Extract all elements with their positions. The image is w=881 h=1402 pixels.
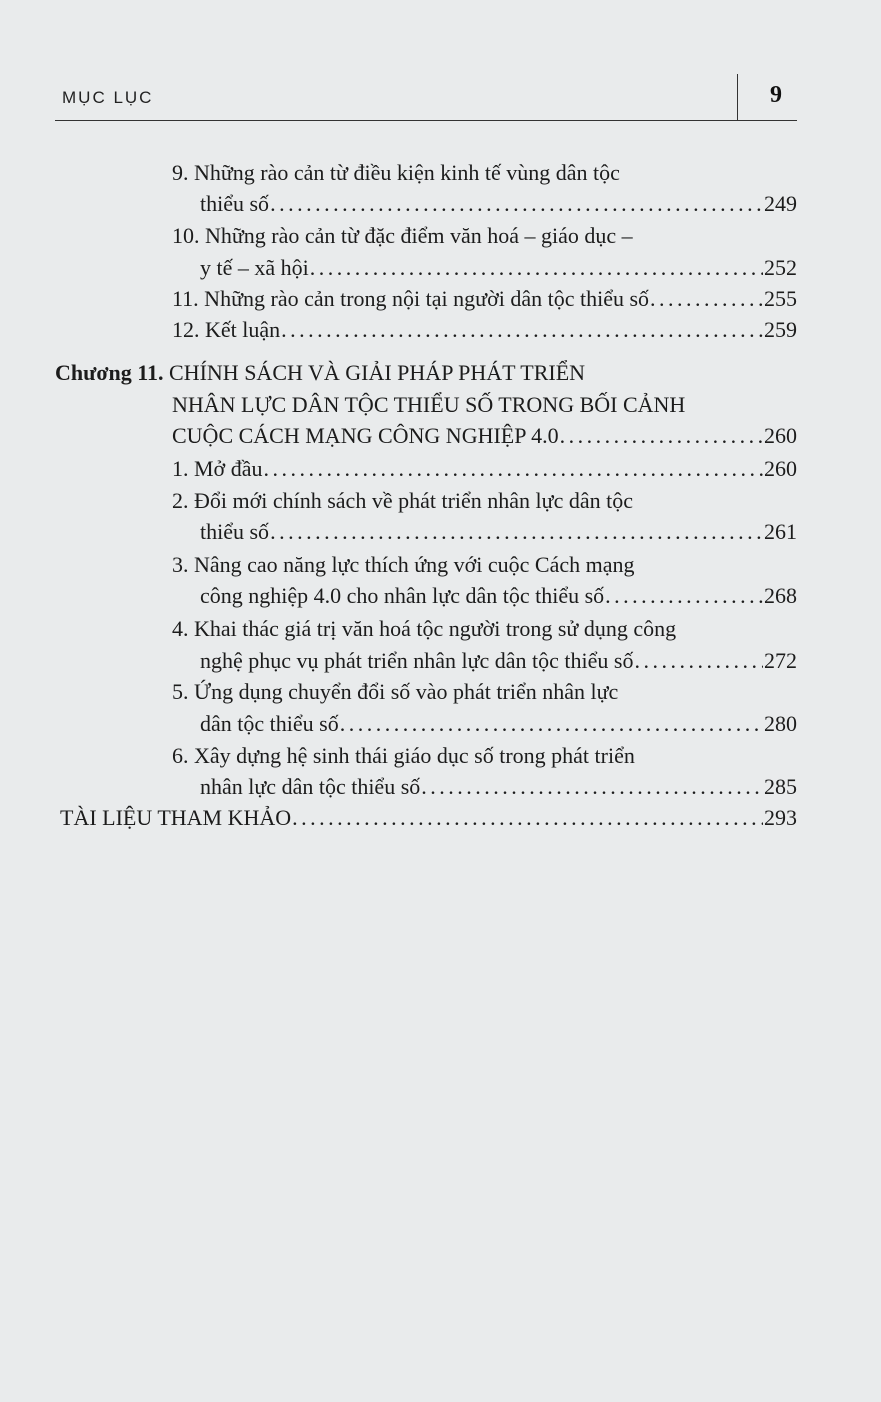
toc-page-number: 272 [764,648,797,673]
toc-page-number: 255 [764,286,797,311]
toc-page-number: 260 [764,456,797,481]
toc-page-number: 261 [764,519,797,544]
toc-entry-c5-line1: 5. Ứng dụng chuyển đổi số vào phát triển nhân lực [172,679,619,704]
toc-entry-c1: 1. Mở đầu . . . 260 [172,454,797,484]
chapter-label: Chương 11. [55,360,164,385]
dot-leader [292,803,763,833]
toc-entry-c5: dân tộc thiểu số . . . 280 [200,709,797,739]
toc-entry-10: y tế – xã hội . . . 252 [200,253,797,283]
toc-entry-references: TÀI LIỆU THAM KHẢO . . . 293 [60,803,797,833]
toc-entry-c3-line1: 3. Nâng cao năng lực thích ứng với cuộc Cách mạng [172,552,635,577]
toc-entry-c6: nhân lực dân tộc thiểu số . . . 285 [200,772,797,802]
dot-leader [310,253,763,283]
toc-page-number: 249 [764,191,797,216]
toc-entry-10-line1: 10. Những rào cản từ đặc điểm văn hoá – giáo dục – [172,223,633,248]
header-horizontal-rule [55,120,797,121]
dot-leader [270,189,763,219]
dot-leader [560,421,763,451]
chapter-11-line2: NHÂN LỰC DÂN TỘC THIỂU SỐ TRONG BỐI CẢNH [172,392,686,417]
dot-leader [270,517,763,547]
dot-leader [634,646,763,676]
toc-page-number: 259 [764,317,797,342]
dot-leader [281,315,763,345]
toc-page-number: 293 [764,805,797,830]
toc-page-number: 252 [764,255,797,280]
toc-entry-c6-line1: 6. Xây dựng hệ sinh thái giáo dục số trong phát triển [172,743,635,768]
toc-entry-c2-line1: 2. Đổi mới chính sách về phát triển nhân lực dân tộc [172,488,633,513]
chapter-11-entry: CUỘC CÁCH MẠNG CÔNG NGHIỆP 4.0 . . . 260 [172,421,797,451]
page-number: 9 [770,82,782,108]
dot-leader [605,581,763,611]
toc-entry-12: 12. Kết luận . . . 259 [172,315,797,345]
toc-entry-c3: công nghiệp 4.0 cho nhân lực dân tộc thiểu số . . . 268 [200,581,797,611]
toc-page-number: 268 [764,583,797,608]
toc-entry-c4-line1: 4. Khai thác giá trị văn hoá tộc người trong sử dụng công [172,616,677,641]
toc-entry-c4: nghệ phục vụ phát triển nhân lực dân tộc thiểu số . . . 272 [200,646,797,676]
dot-leader [263,454,763,484]
toc-entry-9-line1: 9. Những rào cản từ điều kiện kinh tế vùng dân tộc [172,160,620,185]
toc-entry-c2: thiểu số . . . 261 [200,517,797,547]
chapter-11-heading: Chương 11. CHÍNH SÁCH VÀ GIẢI PHÁP PHÁT TRIỂN [55,360,586,385]
header-vertical-rule [737,74,738,120]
toc-page-number: 260 [764,423,797,448]
toc-page-number: 285 [764,774,797,799]
toc-entry-11: 11. Những rào cản trong nội tại người dân tộc thiểu số . . . 255 [172,284,797,314]
dot-leader [340,709,763,739]
toc-page-number: 280 [764,711,797,736]
dot-leader [650,284,763,314]
dot-leader [421,772,763,802]
running-header-title: MỤC LỤC [62,88,154,107]
toc-entry-9: thiểu số . . . 249 [200,189,797,219]
